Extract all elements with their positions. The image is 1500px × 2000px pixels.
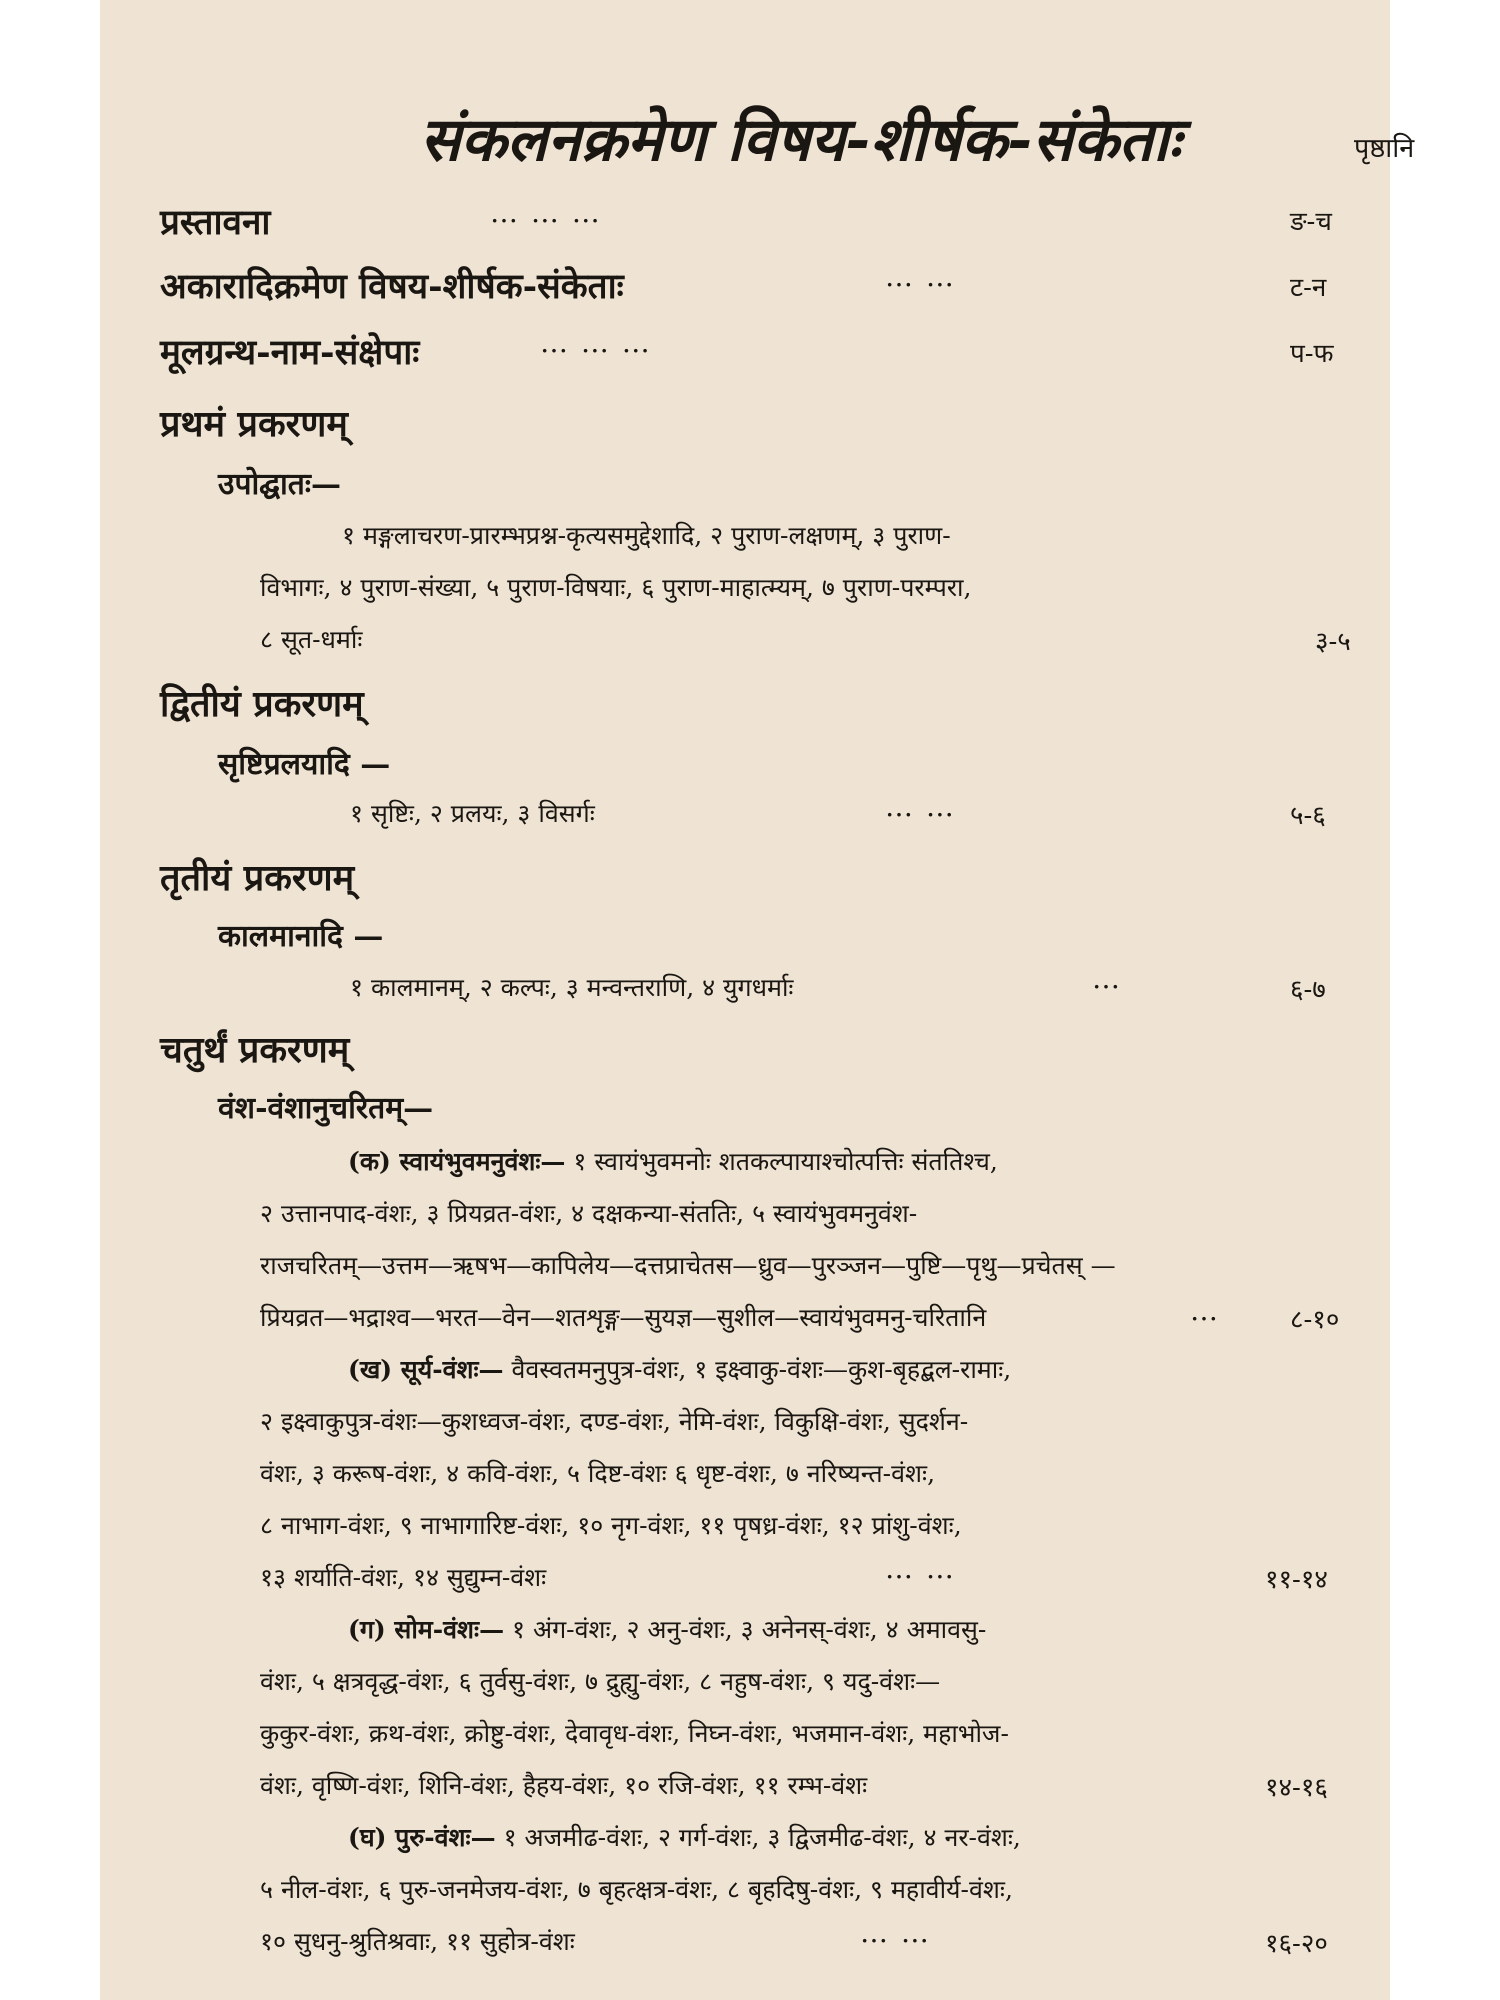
leader-dots: … [1190, 1294, 1220, 1327]
leader-dots: … … [885, 1552, 956, 1585]
page-number: ङ-च [1290, 207, 1332, 237]
leader-dots: … … [885, 260, 956, 293]
section-heading: सृष्टिप्रलयादि — [218, 747, 391, 782]
page-number: १४-१६ [1265, 1773, 1328, 1803]
leader-dots: … [1092, 962, 1122, 995]
toc-line: वंशः, ३ करूष-वंशः, ४ कवि-वंशः, ५ दिष्ट-वंशः ६ धृष्ट-वंशः, ७ नरिष्यन्त-वंशः, [260, 1459, 936, 1488]
book-page [100, 0, 1415, 2000]
page-number: प-फ [1290, 339, 1334, 369]
toc-line: २ इक्ष्वाकुपुत्र-वंशः—कुशध्वज-वंशः, दण्ड-वंशः, नेमि-वंशः, विकुक्षि-वंशः, सुदर्शन- [260, 1407, 969, 1436]
subsection-head: (घ) पुरु-वंशः— [348, 1823, 496, 1852]
toc-line: १ कालमानम्, २ कल्पः, ३ मन्वन्तराणि, ४ युगधर्माः [350, 973, 794, 1002]
page-number: ३-५ [1315, 627, 1351, 657]
subsection-head: (क) स्वायंभुवमनुवंशः— [348, 1147, 566, 1176]
toc-line: ८ सूत-धर्माः [260, 625, 363, 654]
toc-line: राजचरितम्—उत्तम—ऋषभ—कापिलेय—दत्तप्राचेतस—ध्रुव—पुरञ्जन—पुष्टि—पृथु—प्रचेतस् — [260, 1251, 1116, 1280]
toc-line: २ उत्तानपाद-वंशः, ३ प्रियव्रत-वंशः, ४ दक्षकन्या-संततिः, ५ स्वायंभुवमनुवंश- [260, 1199, 918, 1228]
pages-column-heading: पृष्ठानि [1354, 133, 1415, 164]
section-heading: कालमानादि — [218, 919, 384, 954]
toc-line: प्रियव्रत—भद्राश्व—भरत—वेन—शतशृङ्ग—सुयज्ञ—सुशील—स्वायंभुवमनु-चरितानि [260, 1303, 987, 1332]
toc-entry-mulagrantha: मूलग्रन्थ-नाम-संक्षेपाः [160, 332, 420, 373]
leader-dots: … … [860, 1916, 931, 1949]
chapter-title: चतुर्थं प्रकरणम् [160, 1029, 350, 1071]
subsection-ka [348, 1144, 998, 1178]
page-number: ५-६ [1290, 801, 1326, 831]
chapter-title: प्रथमं प्रकरणम् [160, 403, 348, 445]
page-number: १६-२० [1265, 1929, 1328, 1959]
toc-line: १ स्वायंभुवमनोः शतकल्पायाश्चोत्पत्तिः संततिश्च, [573, 1147, 998, 1176]
chapter-title: द्वितीयं प्रकरणम् [160, 683, 364, 725]
toc-line: ८ नाभाग-वंशः, ९ नाभागारिष्ट-वंशः, १० नृग-वंशः, ११ पृषध्र-वंशः, १२ प्रांशु-वंशः, [260, 1511, 962, 1540]
toc-line: १३ शर्याति-वंशः, १४ सुद्युम्न-वंशः [260, 1563, 547, 1592]
subsection-head: (ख) सूर्य-वंशः— [348, 1355, 504, 1384]
toc-line: वैवस्वतमनुपुत्र-वंशः, १ इक्ष्वाकु-वंशः—कुश-बृहद्बल-रामाः, [511, 1355, 1012, 1384]
toc-line: १० सुधनु-श्रुतिश्रवाः, ११ सुहोत्र-वंशः [260, 1927, 575, 1956]
toc-line: १ सृष्टिः, २ प्रलयः, ३ विसर्गः [350, 799, 595, 828]
leader-dots: … … … [490, 196, 602, 229]
subsection-gha [348, 1820, 1021, 1854]
page-number: ८-१० [1290, 1305, 1340, 1335]
page-number: ट-न [1290, 273, 1327, 303]
section-heading: वंश-वंशानुचरितम्— [218, 1091, 434, 1126]
page-number: ६-७ [1290, 975, 1326, 1005]
leader-dots: … … [885, 790, 956, 823]
toc-line: १ अंग-वंशः, २ अनु-वंशः, ३ अनेनस्-वंशः, ४ अमावसु- [512, 1615, 987, 1644]
subsection-ga [348, 1612, 986, 1646]
toc-line: ५ नील-वंशः, ६ पुरु-जनमेजय-वंशः, ७ बृहत्क्षत्र-वंशः, ८ बृहदिषु-वंशः, ९ महावीर्य-वंशः, [260, 1875, 1013, 1904]
toc-line: १ अजमीढ-वंशः, २ गर्ग-वंशः, ३ द्विजमीढ-वंशः, ४ नर-वंशः, [503, 1823, 1021, 1852]
page-number: ११-१४ [1265, 1565, 1328, 1595]
toc-line: वंशः, वृष्णि-वंशः, शिनि-वंशः, हैहय-वंशः, १० रजि-वंशः, ११ रम्भ-वंशः [260, 1771, 868, 1800]
chapter-title: तृतीयं प्रकरणम् [160, 857, 355, 899]
toc-line: विभागः, ४ पुराण-संख्या, ५ पुराण-विषयाः, ६ पुराण-माहात्म्यम्, ७ पुराण-परम्परा, [260, 573, 972, 602]
leader-dots: … … … [540, 326, 652, 359]
toc-line: वंशः, ५ क्षत्रवृद्ध-वंशः, ६ तुर्वसु-वंशः, ७ द्रुह्यु-वंशः, ८ नहुष-वंशः, ९ यदु-वंशः— [260, 1667, 941, 1696]
subsection-head: (ग) सोम-वंशः— [348, 1615, 505, 1644]
section-heading: उपोद्घातः— [218, 467, 341, 502]
subsection-kha [348, 1352, 1011, 1386]
toc-line: १ मङ्गलाचरण-प्रारम्भप्रश्न-कृत्यसमुद्देशादि, २ पुराण-लक्षणम्, ३ पुराण- [342, 521, 951, 550]
toc-line: कुकुर-वंशः, क्रथ-वंशः, क्रोष्टु-वंशः, देवावृध-वंशः, निघ्न-वंशः, भजमान-वंशः, महाभोज- [260, 1719, 1009, 1748]
page-title: संकलनक्रमेण विषय-शीर्षक-संकेताः [420, 105, 1181, 175]
toc-entry-akaradi: अकारादिक्रमेण विषय-शीर्षक-संकेताः [160, 266, 624, 307]
toc-entry-prastavana: प्रस्तावना [160, 202, 271, 243]
